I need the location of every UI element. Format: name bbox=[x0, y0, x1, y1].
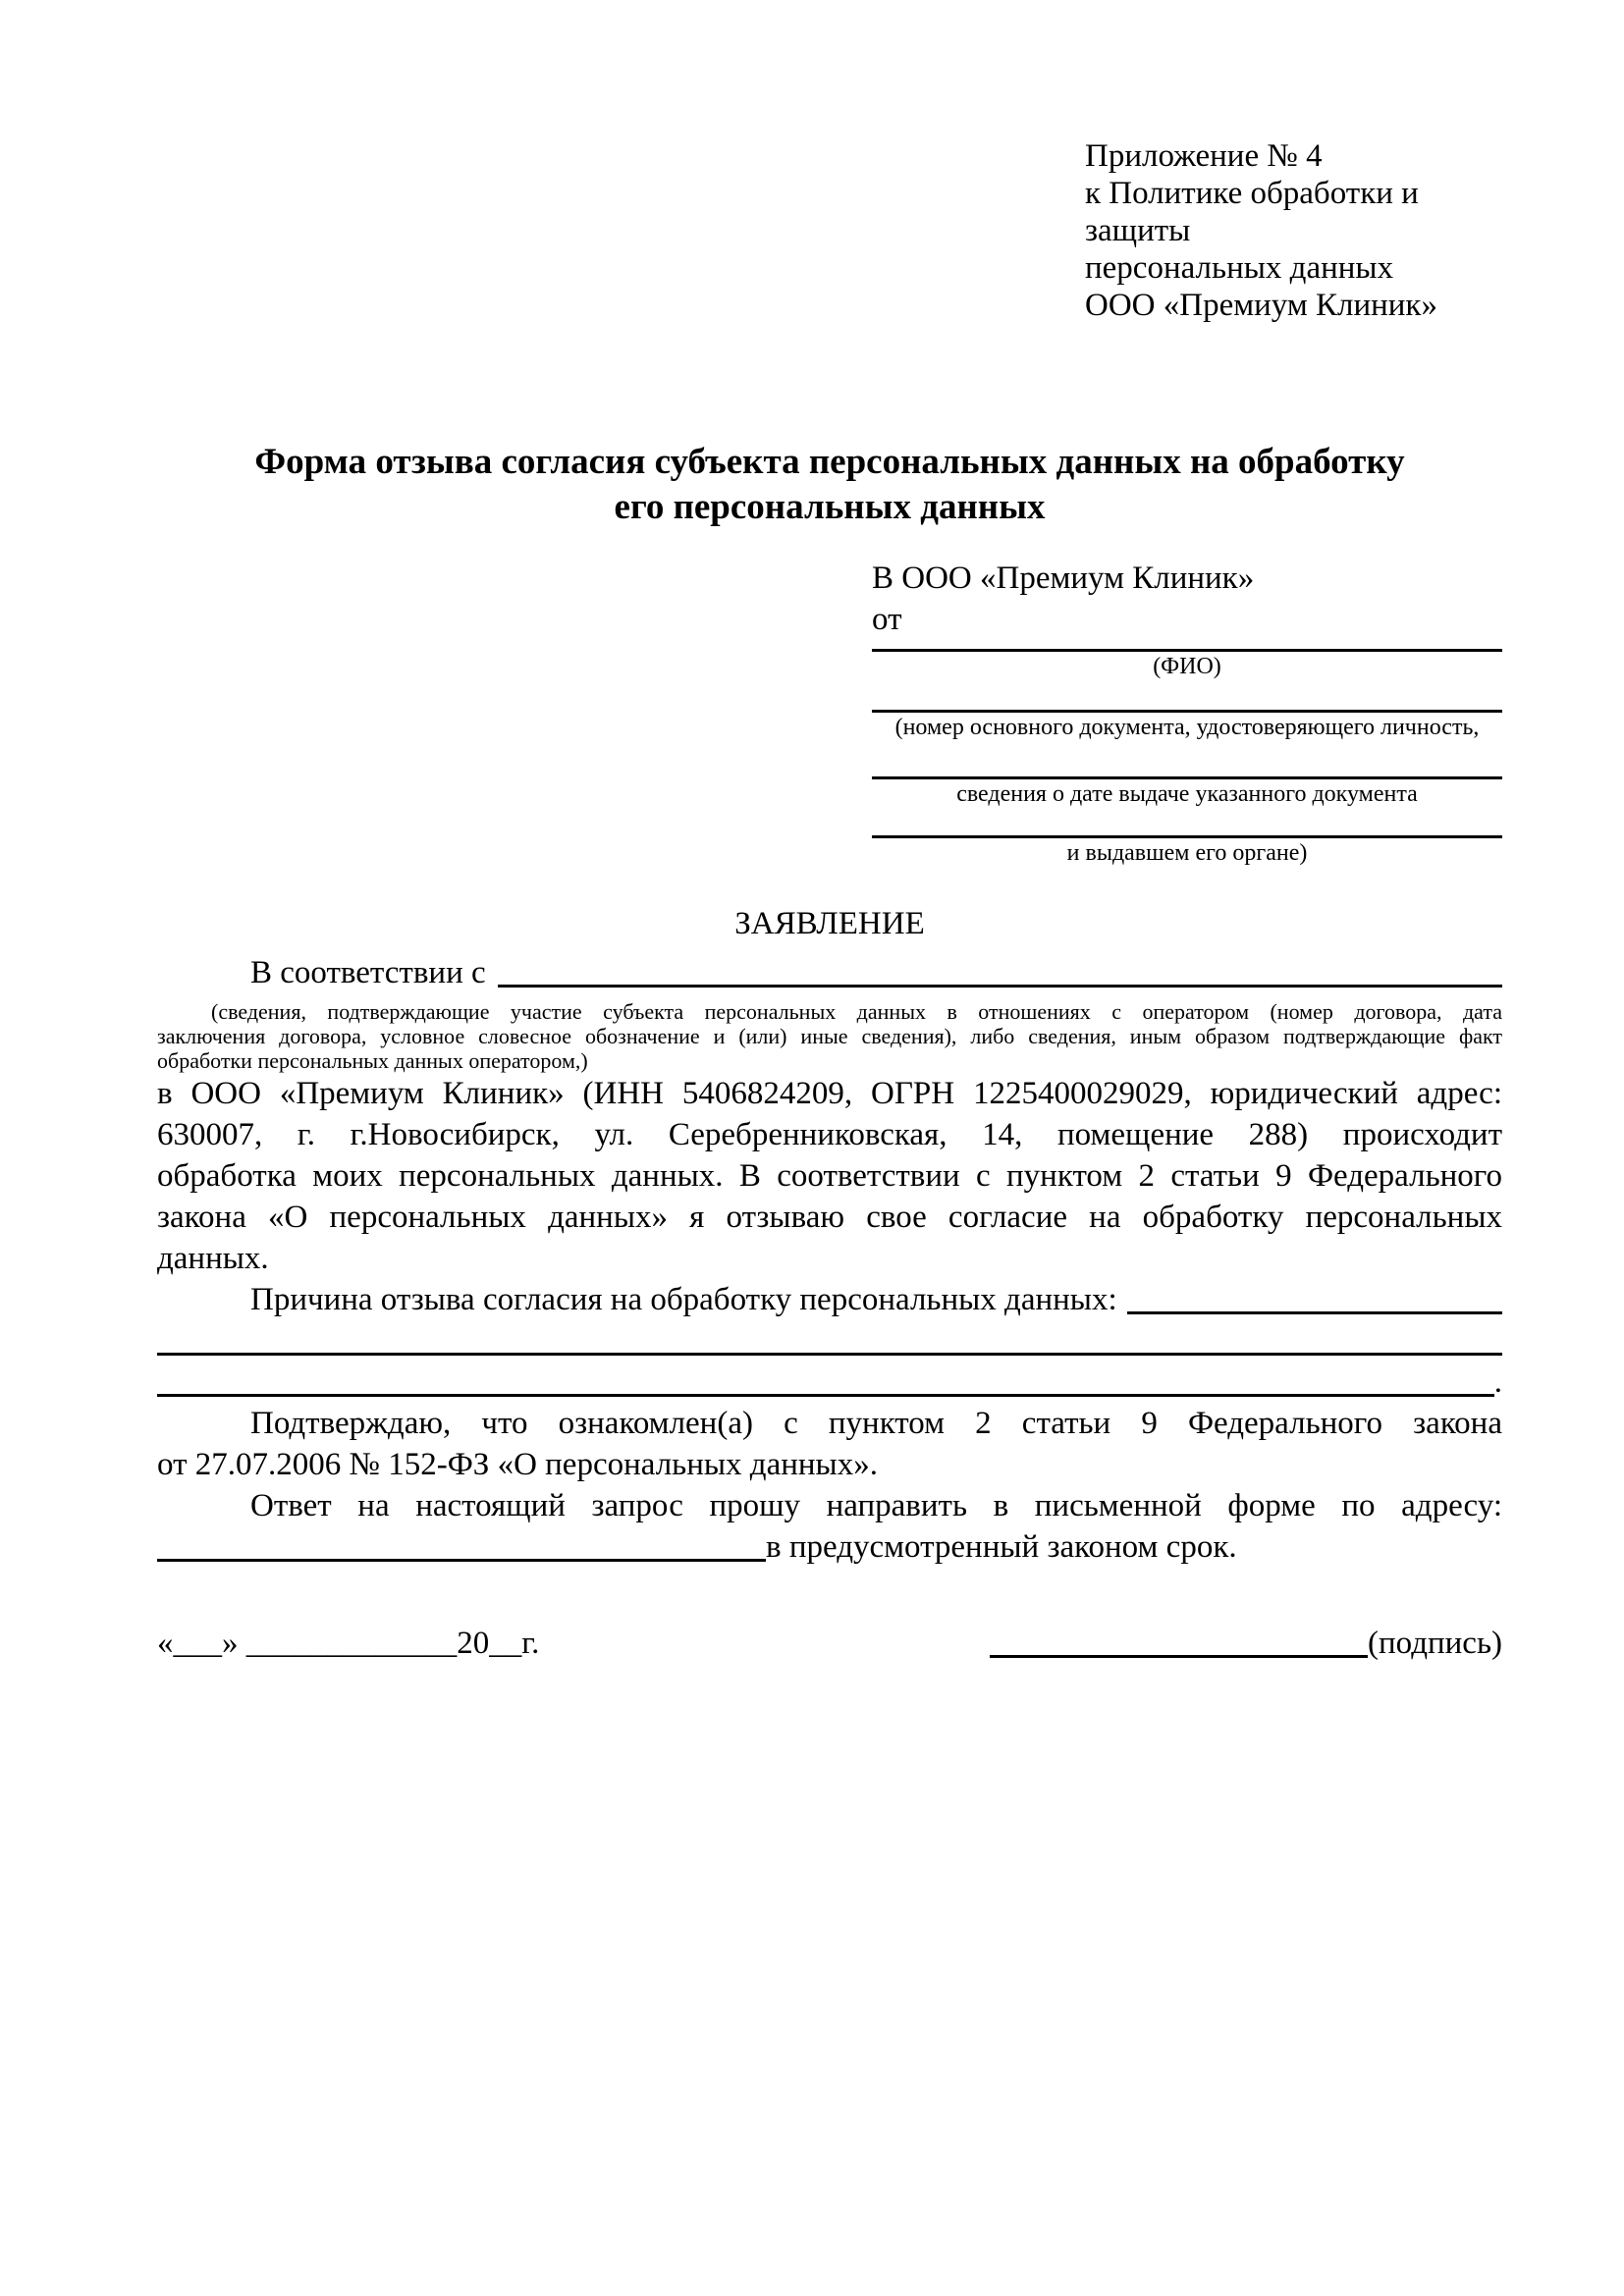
fio-field bbox=[872, 640, 1502, 681]
statement-body-line: данных. bbox=[157, 1241, 269, 1276]
signature-blank-line bbox=[990, 1655, 1368, 1658]
reason-label: Причина отзыва согласия на обработку персональных данных: bbox=[250, 1282, 1117, 1317]
reason-extra-blank-line bbox=[157, 1353, 1502, 1356]
date-field: «___» _____________20__г. bbox=[157, 1626, 540, 1661]
reason-row bbox=[157, 1279, 1502, 1320]
intro-note bbox=[157, 999, 1502, 1073]
fio-caption: (ФИО) bbox=[1153, 654, 1221, 679]
footer-row bbox=[157, 1623, 1502, 1664]
reply-address-row bbox=[157, 1526, 1502, 1568]
addressee-block bbox=[872, 558, 1502, 868]
reason-extra-row bbox=[157, 1320, 1502, 1362]
confirmation-paragraph bbox=[157, 1403, 1502, 1485]
intro-note-line: обработки персональных данных оператором,) bbox=[157, 1048, 588, 1073]
intro-blank-line bbox=[498, 952, 1502, 988]
annex-line: ООО «Премиум Клиник» bbox=[1085, 288, 1437, 323]
addressee-to: В ООО «Премиум Клиник» bbox=[872, 561, 1255, 596]
issue-date-blank-line bbox=[872, 742, 1502, 779]
fio-blank-line bbox=[872, 640, 1502, 652]
end-period: . bbox=[1493, 1364, 1502, 1400]
signature-field bbox=[990, 1623, 1502, 1664]
issue-date-caption: сведения о дате выдаче указанного документа bbox=[956, 781, 1418, 807]
annex-line: к Политике обработки и защиты bbox=[1085, 176, 1419, 248]
reason-extra-row bbox=[157, 1362, 1502, 1403]
statement-body-line: в ООО «Премиум Клиник» (ИНН 5406824209, ОГРН 1225400029029, юридический адрес: bbox=[157, 1076, 1502, 1111]
reply-request-line: Ответ на настоящий запрос прошу направить в письменной форме по адресу: bbox=[250, 1488, 1502, 1523]
document-number-field bbox=[872, 681, 1502, 742]
statement-body-line: 630007, г. г.Новосибирск, ул. Серебренниковская, 14, помещение 288) происходит bbox=[157, 1117, 1502, 1152]
reply-suffix: в предусмотренный законом срок. bbox=[766, 1529, 1237, 1565]
issuing-authority-caption: и выдавшем его органе) bbox=[1066, 840, 1308, 866]
issuing-authority-field bbox=[872, 809, 1502, 868]
address-blank-line bbox=[157, 1559, 766, 1562]
intro-prefix: В соответствии с bbox=[250, 955, 486, 990]
signature-caption: (подпись) bbox=[1368, 1626, 1502, 1661]
statement-heading: ЗАЯВЛЕНИЕ bbox=[734, 906, 925, 941]
document-number-blank-line bbox=[872, 681, 1502, 713]
document-number-caption: (номер основного документа, удостоверяющего личность, bbox=[894, 715, 1480, 740]
confirmation-line: Подтверждаю, что ознакомлен(а) с пунктом 2 статьи 9 Федерального закона bbox=[250, 1406, 1502, 1441]
document-title bbox=[157, 440, 1502, 530]
issuing-authority-blank-line bbox=[872, 809, 1502, 838]
annex-line: Приложение № 4 bbox=[1085, 138, 1323, 174]
page-content bbox=[0, 137, 1624, 1664]
addressee-from-label: от bbox=[872, 602, 902, 637]
issue-date-field bbox=[872, 742, 1502, 809]
annex-line: персональных данных bbox=[1085, 250, 1394, 286]
statement-body-line: обработка моих персональных данных. В соответствии с пунктом 2 статьи 9 Федерального bbox=[157, 1158, 1502, 1194]
statement-body bbox=[157, 1073, 1502, 1279]
confirmation-line: от 27.07.2006 № 152-ФЗ «О персональных данных». bbox=[157, 1447, 878, 1482]
reason-extra-blank-line bbox=[157, 1394, 1494, 1397]
document-title-line: его персональных данных bbox=[614, 487, 1046, 527]
statement-body-line: закона «О персональных данных» я отзываю свое согласие на обработку персональных bbox=[157, 1200, 1502, 1235]
reason-blank-line bbox=[1127, 1279, 1502, 1314]
document-title-line: Форма отзыва согласия субъекта персональных данных на обработку bbox=[254, 442, 1405, 482]
annex-note bbox=[1085, 137, 1502, 324]
intro-note-line: (сведения, подтверждающие участие субъекта персональных данных в отношениях с оператором (номер договора, дата bbox=[211, 999, 1502, 1024]
intro-note-line: заключения договора, условное словесное обозначение и (или) иные сведения), либо сведения, иным образом подтверждающие факт bbox=[157, 1024, 1502, 1048]
intro-row bbox=[157, 952, 1502, 993]
